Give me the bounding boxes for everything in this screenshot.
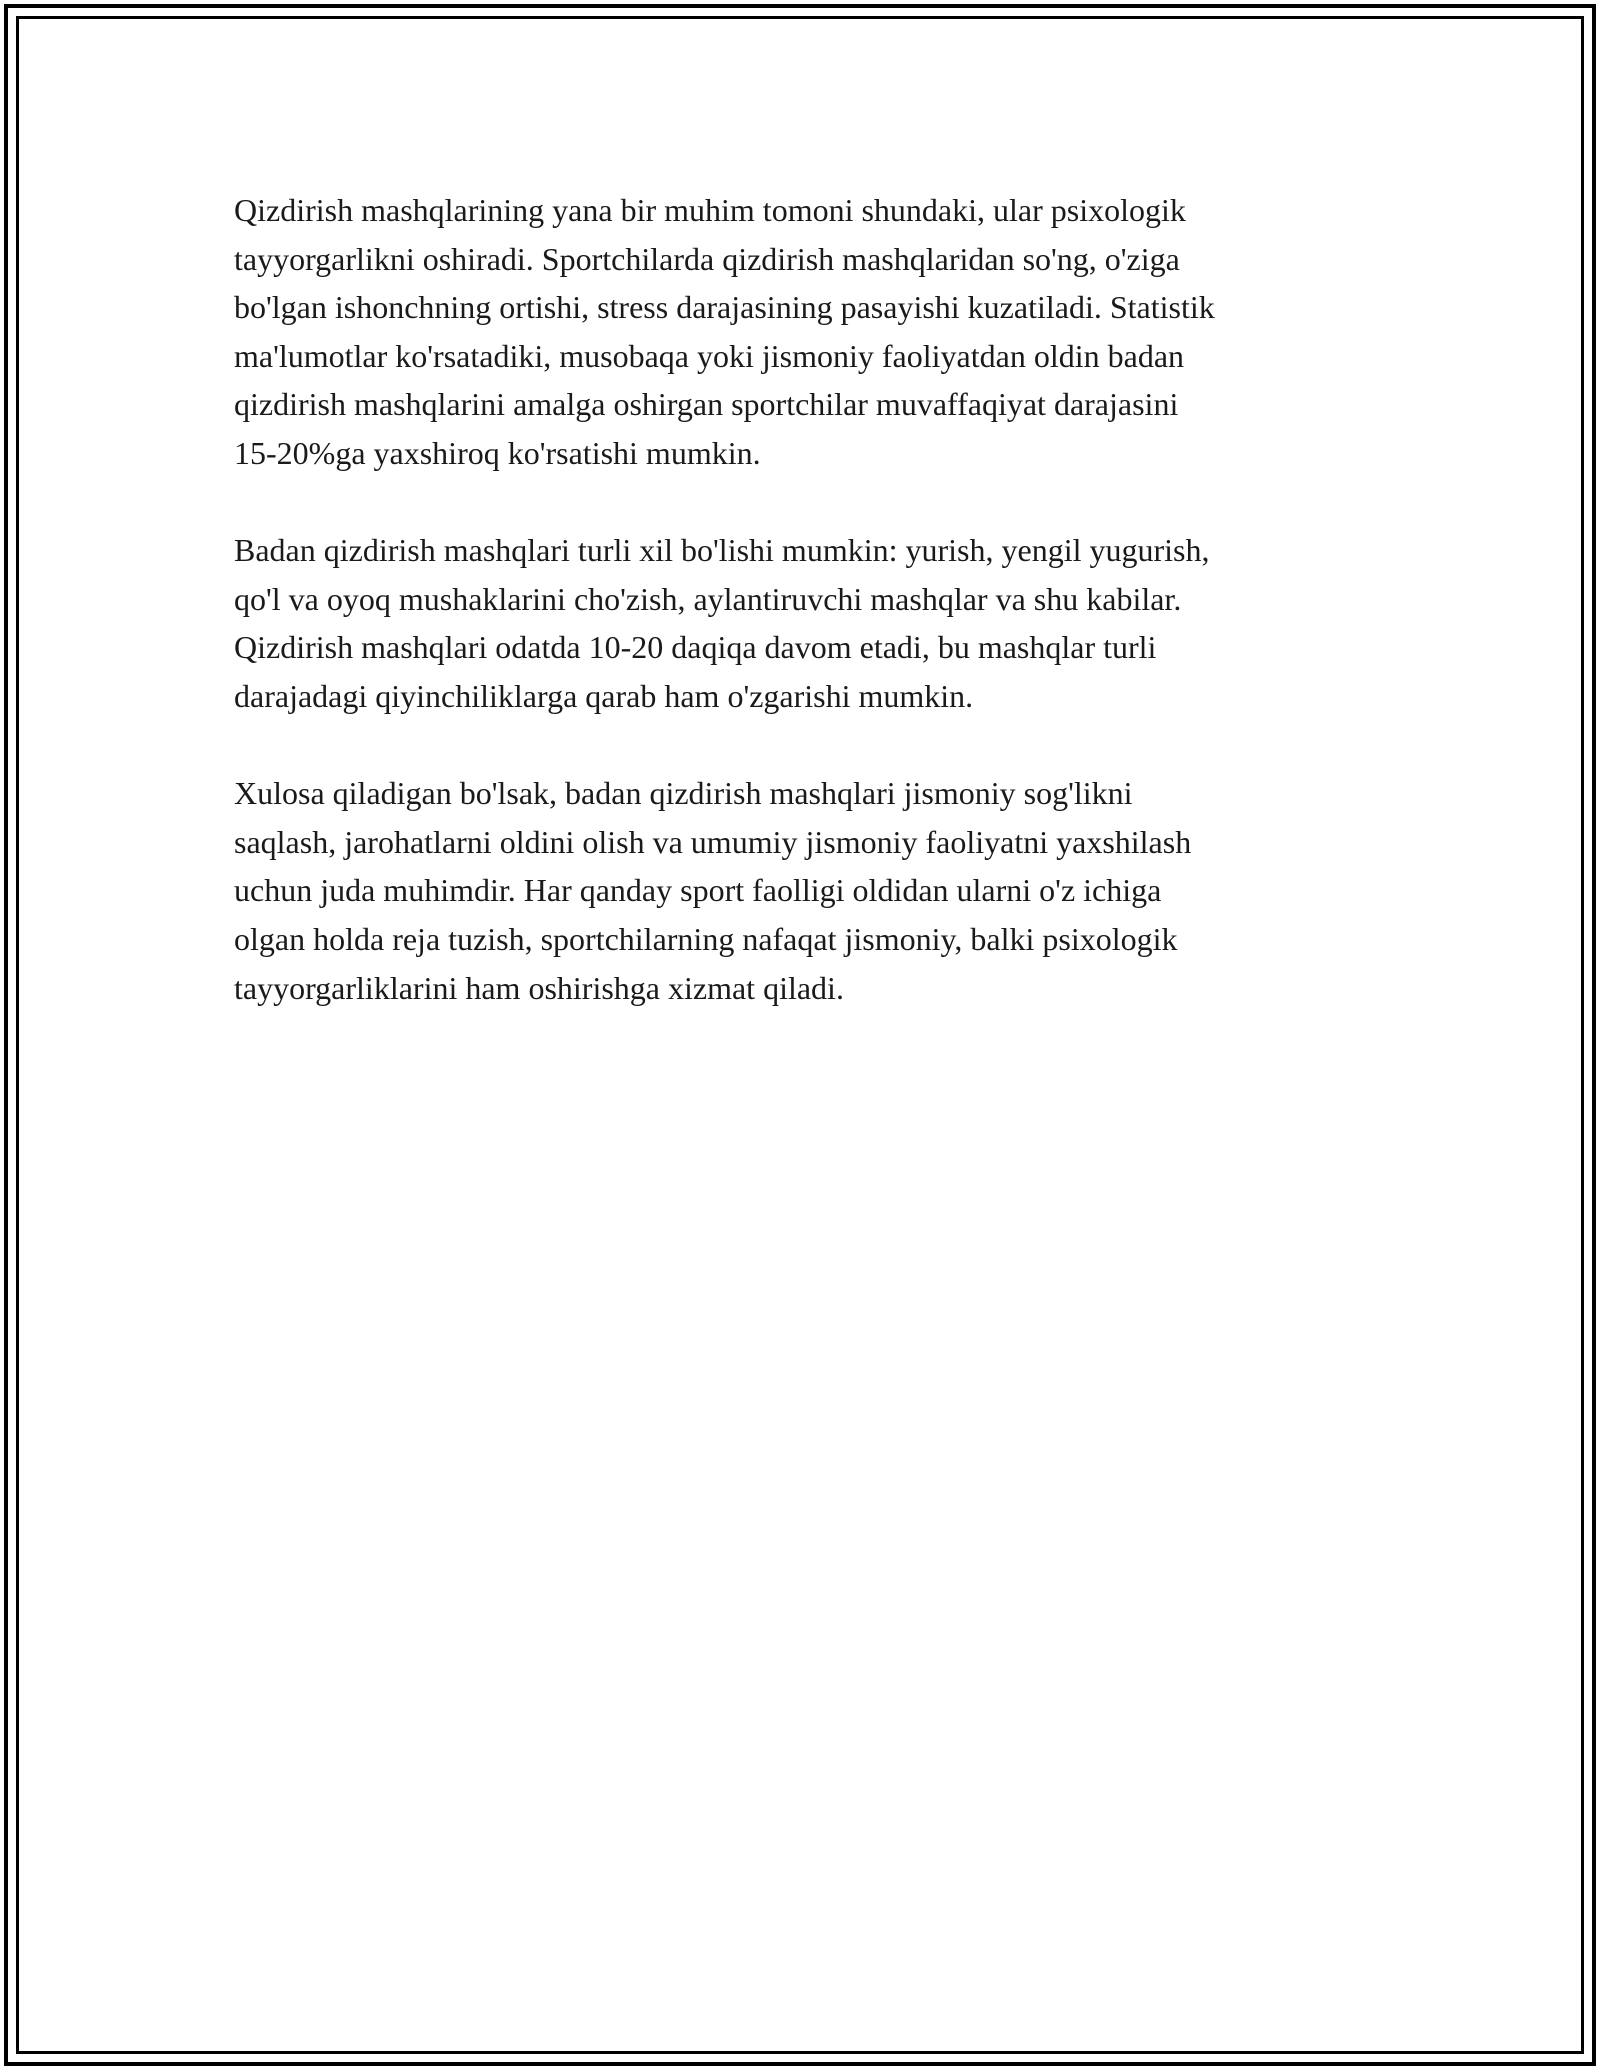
text-line: Qizdirish mashqlarining yana bir muhim tomoni shundaki, ular psixologik	[234, 192, 1186, 228]
paragraph-xulosa	[234, 769, 1374, 1012]
text-line: tayyorgarlikni oshiradi. Sportchilarda qizdirish mashqlaridan so'ng, o'ziga	[234, 240, 1180, 277]
text-line: saqlash, jarohatlarni oldini olish va umumiy jismoniy faoliyatni yaxshilash	[234, 823, 1192, 860]
paragraph-mashq-turlari	[234, 526, 1374, 720]
text-line: olgan holda reja tuzish, sportchilarning nafaqat jismoniy, balki psixologik	[234, 920, 1178, 957]
text-line: uchun juda muhimdir. Har qanday sport faolligi oldidan ularni o'z ichiga	[234, 872, 1162, 909]
text-line: ma'lumotlar ko'rsatadiki, musobaqa yoki jismoniy faoliyatdan oldin badan	[234, 337, 1185, 374]
paragraph-psixologik-tayyorgarlik	[234, 186, 1374, 478]
document-body	[234, 186, 1374, 1061]
text-line: Xulosa qiladigan bo'lsak, badan qizdirish mashqlari jismoniy sog'likni	[234, 775, 1133, 812]
text-line: tayyorgarliklarini ham oshirishga xizmat qiladi.	[234, 969, 844, 1006]
text-line: 15-20%ga yaxshiroq ko'rsatishi mumkin.	[234, 434, 761, 471]
text-line: bo'lgan ishonchning ortishi, stress darajasining pasayishi kuzatiladi. Statistik	[234, 289, 1215, 326]
text-line: qo'l va oyoq mushaklarini cho'zish, aylantiruvchi mashqlar va shu kabilar.	[234, 580, 1182, 617]
text-line: Badan qizdirish mashqlari turli xil bo'lishi mumkin: yurish, yengil yugurish,	[234, 532, 1210, 569]
text-line: Qizdirish mashqlari odatda 10-20 daqiqa davom etadi, bu mashqlar turli	[234, 629, 1157, 666]
text-line: qizdirish mashqlarini amalga oshirgan sportchilar muvaffaqiyat darajasini	[234, 386, 1179, 423]
text-line: darajadagi qiyinchiliklarga qarab ham o'zgarishi mumkin.	[234, 677, 974, 714]
